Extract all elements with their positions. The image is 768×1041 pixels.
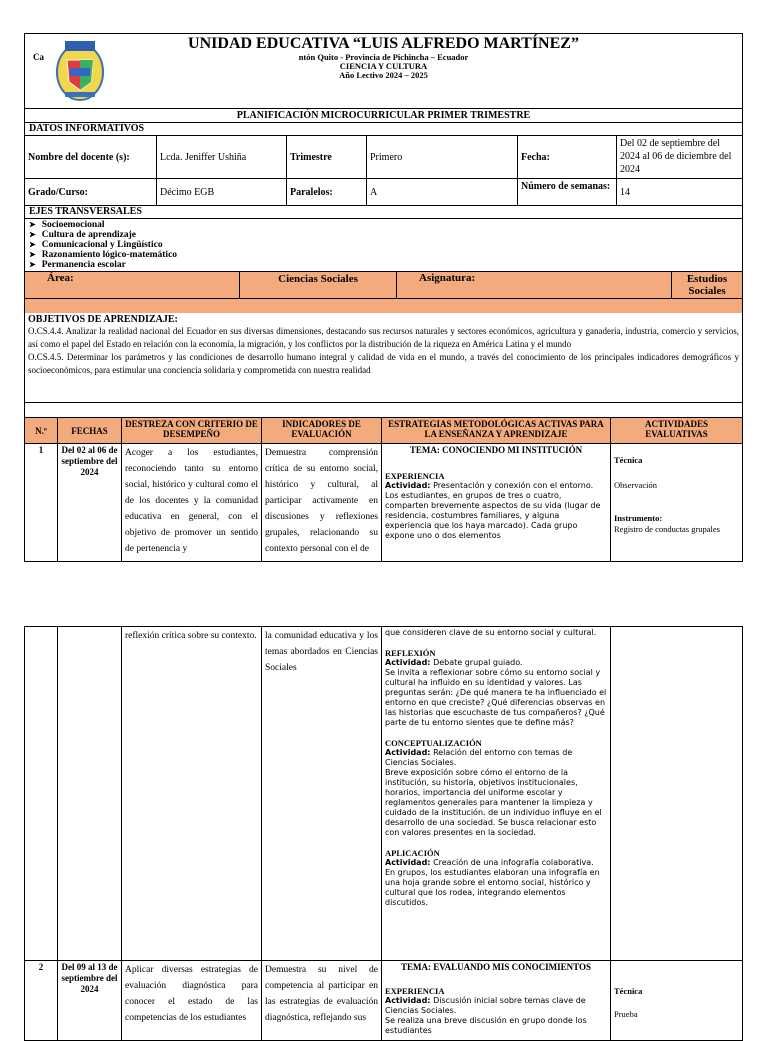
row1-tema: TEMA: CONOCIENDO MI INSTITUCIÓN xyxy=(409,445,583,455)
school-name: UNIDAD EDUCATIVA “LUIS ALFREDO MARTÍNEZ” xyxy=(188,35,579,52)
row2-tema: TEMA: EVALUANDO MIS CONOCIMIENTOS xyxy=(401,962,591,972)
reflexion-activity: Actividad: Debate grupal guiado. xyxy=(385,658,523,667)
row1c-actividades xyxy=(611,627,743,961)
plan-table-1 xyxy=(24,417,743,562)
area-value: Ciencias Sociales xyxy=(240,272,397,299)
asignatura-value: Estudios Sociales xyxy=(672,272,743,299)
asignatura-label: Asignatura: xyxy=(397,272,672,299)
row2-estrategias xyxy=(382,961,611,1041)
datos-title: DATOS INFORMATIVOS xyxy=(24,123,743,135)
row1-exp-activity: Actividad: Presentación y conexión con el entorno. xyxy=(385,481,594,490)
row1c-indicador: la comunidad educativa y los temas abordados en Ciencias Sociales xyxy=(262,627,382,961)
objetivo-1: O.CS.4.4. Analizar la realidad nacional del Ecuador en sus diversas dimensiones, destacando sus recursos naturales y sectores económicos, agricultura y ganadería, industria, comercio y servicios, así como el papel del Estado en relación con la economía, la migración, y los conflictos por la distribución de la riqueza en América Latina y el mundo xyxy=(28,326,739,349)
docente-label: Nombre del docente (s): xyxy=(25,136,157,179)
row2-tecnica: Prueba xyxy=(614,1009,638,1019)
row2-exp-activity: Actividad: Discusión inicial sobre temas clave de Ciencias Sociales. xyxy=(385,996,586,1015)
docente-value: Lcda. Jeniffer Ushiña xyxy=(157,136,287,179)
row1c-n xyxy=(25,627,58,961)
eje-item: ➤ Razonamiento lógico-matemático xyxy=(29,250,742,260)
row2-tecnica-label: Técnica xyxy=(614,986,643,996)
eje-item: ➤ Comunicacional y Lingüístico xyxy=(29,240,742,250)
trimestre-label: Trimestre xyxy=(287,136,367,179)
row2-destreza: Aplicar diversas estrategias de evaluación diagnóstica para conocer el estado de las competencias de los estudiantes xyxy=(122,961,262,1041)
row1-instrumento-label: Instrumento: xyxy=(614,513,663,523)
trimestre-value: Primero xyxy=(367,136,518,179)
row1-n: 1 xyxy=(25,444,58,562)
row1-fecha: Del 02 al 06 de septiembre del 2024 xyxy=(58,444,122,562)
col-actividades: ACTIVIDADES EVALUATIVAS xyxy=(611,418,743,444)
reflexion-text: Se invita a reflexionar sobre cómo su entorno social y cultural ha influido en su identidad y valores. Las preguntas serán: ¿De qué manera te ha influenciado el entorno en que creciste? ¿Qué diferencias observas en las historias que escuchaste de tus compañeros? ¿Qué parte de tu entorno sientes que te define más? xyxy=(385,668,607,727)
row1-exp-heading: EXPERIENCIA xyxy=(385,471,445,481)
school-logo-icon xyxy=(55,38,105,102)
row2-n: 2 xyxy=(25,961,58,1041)
row1-indicador: Demuestra comprensión crítica de su entorno social, histórico y cultural, al participar activamente en discusiones y reflexiones grupales, relacionando su contexto personal con el de xyxy=(262,444,382,562)
row1c-estrategias xyxy=(382,627,611,961)
aplicacion-text: En grupos, los estudiantes elaboran una infografía en una hoja grande sobre el entorno social, histórico y cultural que los rodea, integrando elementos discutidos. xyxy=(385,868,600,907)
eje-item: ➤ Socioemocional xyxy=(29,220,742,230)
objetivos-title: OBJETIVOS DE APRENDIZAJE: xyxy=(28,314,178,325)
col-n: N.º xyxy=(25,418,58,444)
row1-actividades xyxy=(611,444,743,562)
school-location: ntón Quito - Provincia de Pichincha – Ecuador xyxy=(298,51,469,62)
conceptualizacion-heading: CONCEPTUALIZACIÓN xyxy=(385,738,482,748)
ejes-list xyxy=(25,220,742,270)
plan-table-2 xyxy=(24,626,743,1041)
aplicacion-activity: Actividad: Creación de una infografía colaborativa. xyxy=(385,858,594,867)
row1c-destreza: reflexión crítica sobre su contexto. xyxy=(122,627,262,961)
row1-tecnica-label: Técnica xyxy=(614,455,643,465)
objetivos-box xyxy=(24,313,743,403)
conceptualizacion-text: Breve exposición sobre cómo el entorno de la institución, su historia, objetivos institucionales, horarios, importancia del uniforme escolar y reglamentos generales para mantener la limpieza y cuidado de la institución. de un individuo influye en el desarrollo de una sociedad. Se busca relacionar esto con valores presentes en la sociedad. xyxy=(385,768,602,837)
row2-indicador: Demuestra su nivel de competencia al participar en las estrategias de evaluación diagnóstica, reflejando sus xyxy=(262,961,382,1041)
row1-exp-text: Los estudiantes, en grupos de tres o cuatro, comparten brevemente aspectos de su vida (lugar de residencia, costumbres familiares, y alguna experiencia que los haya marcado). Cada grupo expone uno o dos elementos xyxy=(385,491,601,540)
document-header xyxy=(24,33,743,108)
row1c-exp-end: que consideren clave de su entorno social y cultural. xyxy=(385,628,597,637)
eje-item: ➤ Cultura de aprendizaje xyxy=(29,230,742,240)
page-2 xyxy=(24,626,743,1041)
row2-actividades xyxy=(611,961,743,1041)
row1-instrumento: Registro de conductas grupales xyxy=(614,524,720,534)
area-label: Área: xyxy=(25,272,240,299)
fecha-label: Fecha: xyxy=(518,136,617,179)
col-destreza: DESTREZA CON CRITERIO DE DESEMPEÑO xyxy=(122,418,262,444)
row1-destreza: Acoger a los estudiantes, reconociendo tanto su entorno social, histórico y cultural como el de los docentes y la comunidad educativa en general, con el objetivo de promover un sentido de pertenencia y xyxy=(122,444,262,562)
conceptualizacion-activity: Actividad: Relación del entorno con temas de Ciencias Sociales. xyxy=(385,748,573,767)
plan-title: PLANIFICACIÓN MICROCURRICULAR PRIMER TRIMESTRE xyxy=(24,108,743,123)
datos-table xyxy=(24,135,743,206)
objetivo-2: O.CS.4.5. Determinar los parámetros y las condiciones de desarrollo humano integral y calidad de vida en el mundo, a través del conocimiento de los principales indicadores demográficos y socioeconómicos, para estimular una conciencia solidaria y comprometida con nuestra realidad xyxy=(28,352,739,375)
spacer xyxy=(24,403,743,417)
school-year: Año Lectivo 2024 – 2025 xyxy=(339,69,428,80)
col-estrategias: ESTRATEGIAS METODOLÓGICAS ACTIVAS PARA LA ENSEÑANZA Y APRENDIZAJE xyxy=(382,418,611,444)
col-fechas: FECHAS xyxy=(58,418,122,444)
row2-fecha: Del 09 al 13 de septiembre del 2024 xyxy=(58,961,122,1041)
page-1 xyxy=(24,33,743,562)
row2-exp-heading: EXPERIENCIA xyxy=(385,986,445,996)
aplicacion-heading: APLICACIÓN xyxy=(385,848,440,858)
orange-spacer xyxy=(24,299,743,313)
row1-tecnica: Observación xyxy=(614,480,657,490)
reflexion-heading: REFLEXIÓN xyxy=(385,648,436,658)
fecha-value: Del 02 de septiembre del 2024 al 06 de diciembre del 2024 xyxy=(617,136,743,179)
paralelos-label: Paralelos: xyxy=(287,179,367,206)
row1c-fecha xyxy=(58,627,122,961)
paralelo-value: A xyxy=(367,179,518,206)
ejes-title: EJES TRANSVERSALES xyxy=(24,206,743,219)
eje-item: ➤ Permanencia escolar xyxy=(29,260,742,270)
row2-exp-text: Se realiza una breve discusión en grupo donde los estudiantes xyxy=(385,1016,587,1035)
ejes-list-box xyxy=(24,219,743,271)
row1-estrategias xyxy=(382,444,611,562)
grado-value: Décimo EGB xyxy=(157,179,287,206)
school-motto: CIENCIA Y CULTURA xyxy=(339,60,428,71)
semanas-value: 14 xyxy=(617,179,743,206)
area-row xyxy=(24,271,743,299)
semanas-label: Número de semanas: xyxy=(518,179,617,206)
col-indicadores: INDICADORES DE EVALUACIÓN xyxy=(262,418,382,444)
header-ca: Ca xyxy=(33,52,44,62)
grado-label: Grado/Curso: xyxy=(25,179,157,206)
